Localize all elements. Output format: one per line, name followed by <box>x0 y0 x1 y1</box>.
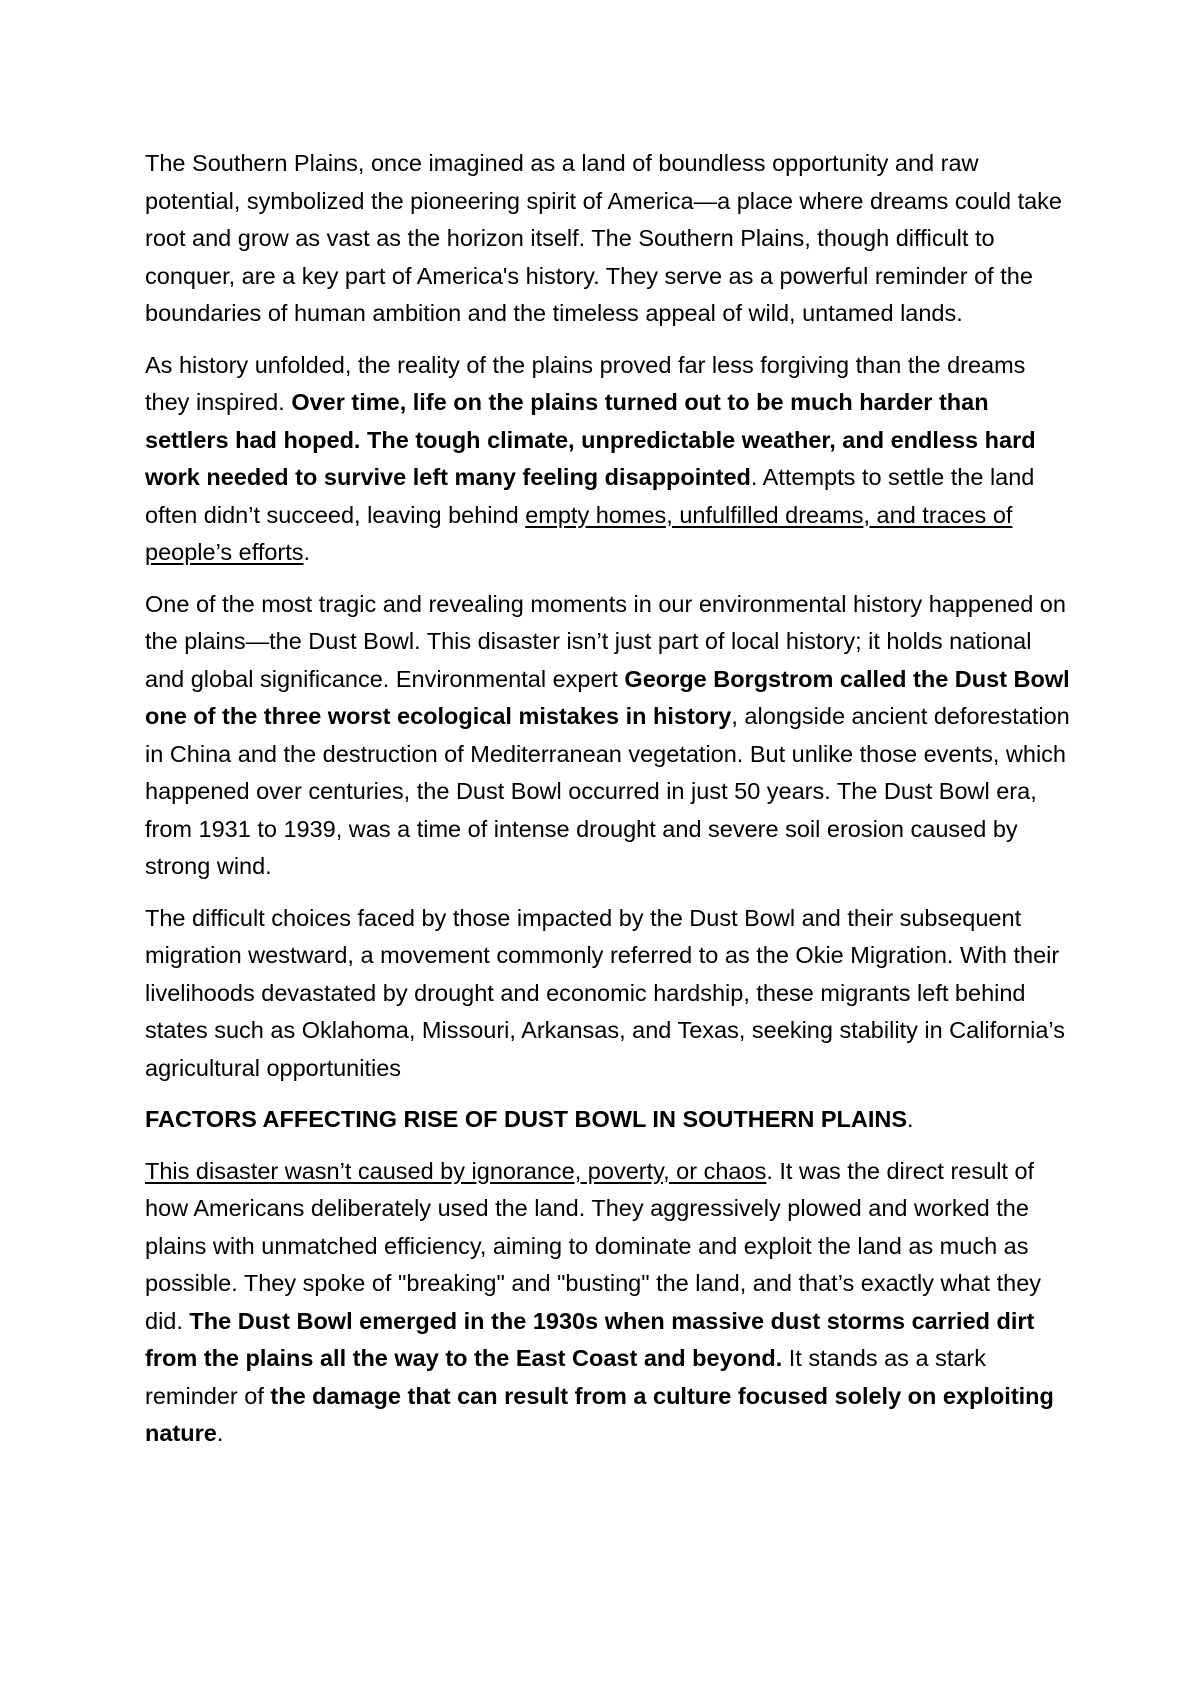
underlined-text: empty homes, unfulfilled dreams, and traces of people’s efforts <box>145 501 1013 565</box>
body-text: One of the most tragic and revealing moments in our environmental history happened on the plains—the Dust Bowl. This disaster isn’t just part of local history; it holds national and global significance. Environmental expert <box>145 590 1066 692</box>
body-text: . <box>216 1420 224 1446</box>
bold-text: the damage that can result from a culture focused solely on exploiting nature <box>145 1382 1054 1446</box>
body-text: The difficult choices faced by those impacted by the Dust Bowl and their subsequent migration westward, a movement commonly referred to as the Okie Migration. With their livelihoods devastated by drought and economic hardship, these migrants left behind states such as Oklahoma, Missouri, Arkansas, and Texas, seeking stability in California’s agricultural opportunities <box>145 904 1065 1081</box>
underlined-text: This disaster wasn’t caused by ignorance, poverty, or chaos <box>145 1157 767 1184</box>
body-text: . <box>907 1106 914 1132</box>
document-body <box>145 145 1070 1467</box>
body-text: It stands as a stark reminder of <box>145 1345 986 1409</box>
paragraph-causes <box>145 1153 1070 1453</box>
paragraph-dust-bowl <box>145 586 1070 886</box>
body-text: . It was the direct result of how Americans deliberately used the land. They aggressively plowed and worked the plains with unmatched efficiency, aiming to dominate and exploit the land as much as possible. They spoke of "breaking" and "busting" the land, and that’s exactly what they did. <box>145 1157 1042 1334</box>
bold-text: George Borgstrom called the Dust Bowl one of the three worst ecological mistakes in history <box>145 665 1070 729</box>
section-heading <box>145 1101 1070 1139</box>
body-text: As history unfolded, the reality of the plains proved far less forgiving than the dreams they inspired. <box>145 351 1026 415</box>
body-text: , alongside ancient deforestation in China and the destruction of Mediterranean vegetation. But unlike those events, which happened over centuries, the Dust Bowl occurred in just 50 years. The Dust Bowl era, from 1931 to 1939, was a time of intense drought and severe soil erosion caused by strong wind. <box>145 703 1070 879</box>
body-text: The Southern Plains, once imagined as a land of boundless opportunity and raw potential, symbolized the pioneering spirit of America—a place where dreams could take root and grow as vast as the horizon itself. The Southern Plains, though difficult to conquer, are a key part of America's history. They serve as a powerful reminder of the boundaries of human ambition and the timeless appeal of wild, untamed lands. <box>145 150 1062 326</box>
body-text: . Attempts to settle the land often didn’t succeed, leaving behind <box>145 464 1035 528</box>
bold-text: Over time, life on the plains turned out to be much harder than settlers had hoped. The tough climate, unpredictable weather, and endless hard work needed to survive left many feeling disappointed <box>145 389 1036 490</box>
paragraph-reality <box>145 347 1070 572</box>
paragraph-migration <box>145 900 1070 1088</box>
paragraph-intro <box>145 145 1070 333</box>
bold-text: The Dust Bowl emerged in the 1930s when massive dust storms carried dirt from the plains all the way to the East Coast and beyond. <box>145 1307 1035 1371</box>
body-text: . <box>303 539 311 565</box>
bold-text: FACTORS AFFECTING RISE OF DUST BOWL IN SOUTHERN PLAINS <box>145 1106 908 1132</box>
